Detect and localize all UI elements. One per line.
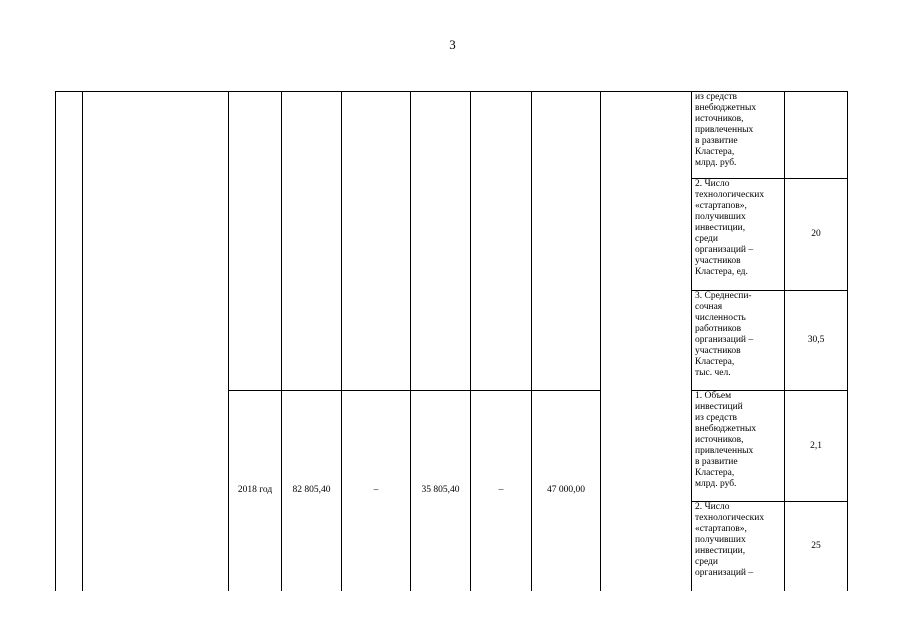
indicator-value: 20 [785, 179, 848, 291]
year-cell-prev [229, 92, 282, 391]
indicator-value: 25 [785, 502, 848, 591]
col-d-cell: 47 000,00 [532, 391, 601, 591]
indicator-text: из средств внебюджетных источников, привлеченных в развитие Кластера, млрд. руб. [692, 92, 785, 179]
budget-table [55, 91, 848, 591]
indicator-text: 2. Число технологических «стартапов», получивших инвестиции, среди организаций – участников Кластера, ед. [692, 179, 785, 291]
year-cell: 2018 год [229, 391, 282, 591]
blank-cell [601, 92, 692, 591]
indicator-text: 1. Объем инвестиций из средств внебюджетных источников, привлеченных в развитие Кластера, млрд. руб. [692, 391, 785, 502]
indicator-value: 30,5 [785, 291, 848, 391]
indicator-value [785, 92, 848, 179]
col-b-cell-prev [411, 92, 471, 391]
indicator-text: 2. Число технологических «стартапов», получивших инвестиции, среди организаций – [692, 502, 785, 591]
page-number: 3 [449, 37, 456, 52]
total-cell-prev [282, 92, 342, 391]
col-name-cell [83, 92, 229, 591]
indicator-text: 3. Среднеспи- сочная численность работников организаций – участников Кластера, тыс. чел. [692, 291, 785, 391]
col-a-cell-prev [342, 92, 411, 391]
indicator-value: 2,1 [785, 391, 848, 502]
total-cell: 82 805,40 [282, 391, 342, 591]
col-c-cell-prev [471, 92, 532, 391]
col-c-cell: – [471, 391, 532, 591]
table-row [56, 92, 848, 179]
table-container [55, 91, 848, 591]
col-b-cell: 35 805,40 [411, 391, 471, 591]
col-a-cell: – [342, 391, 411, 591]
col-index-cell [56, 92, 83, 591]
col-d-cell-prev [532, 92, 601, 391]
